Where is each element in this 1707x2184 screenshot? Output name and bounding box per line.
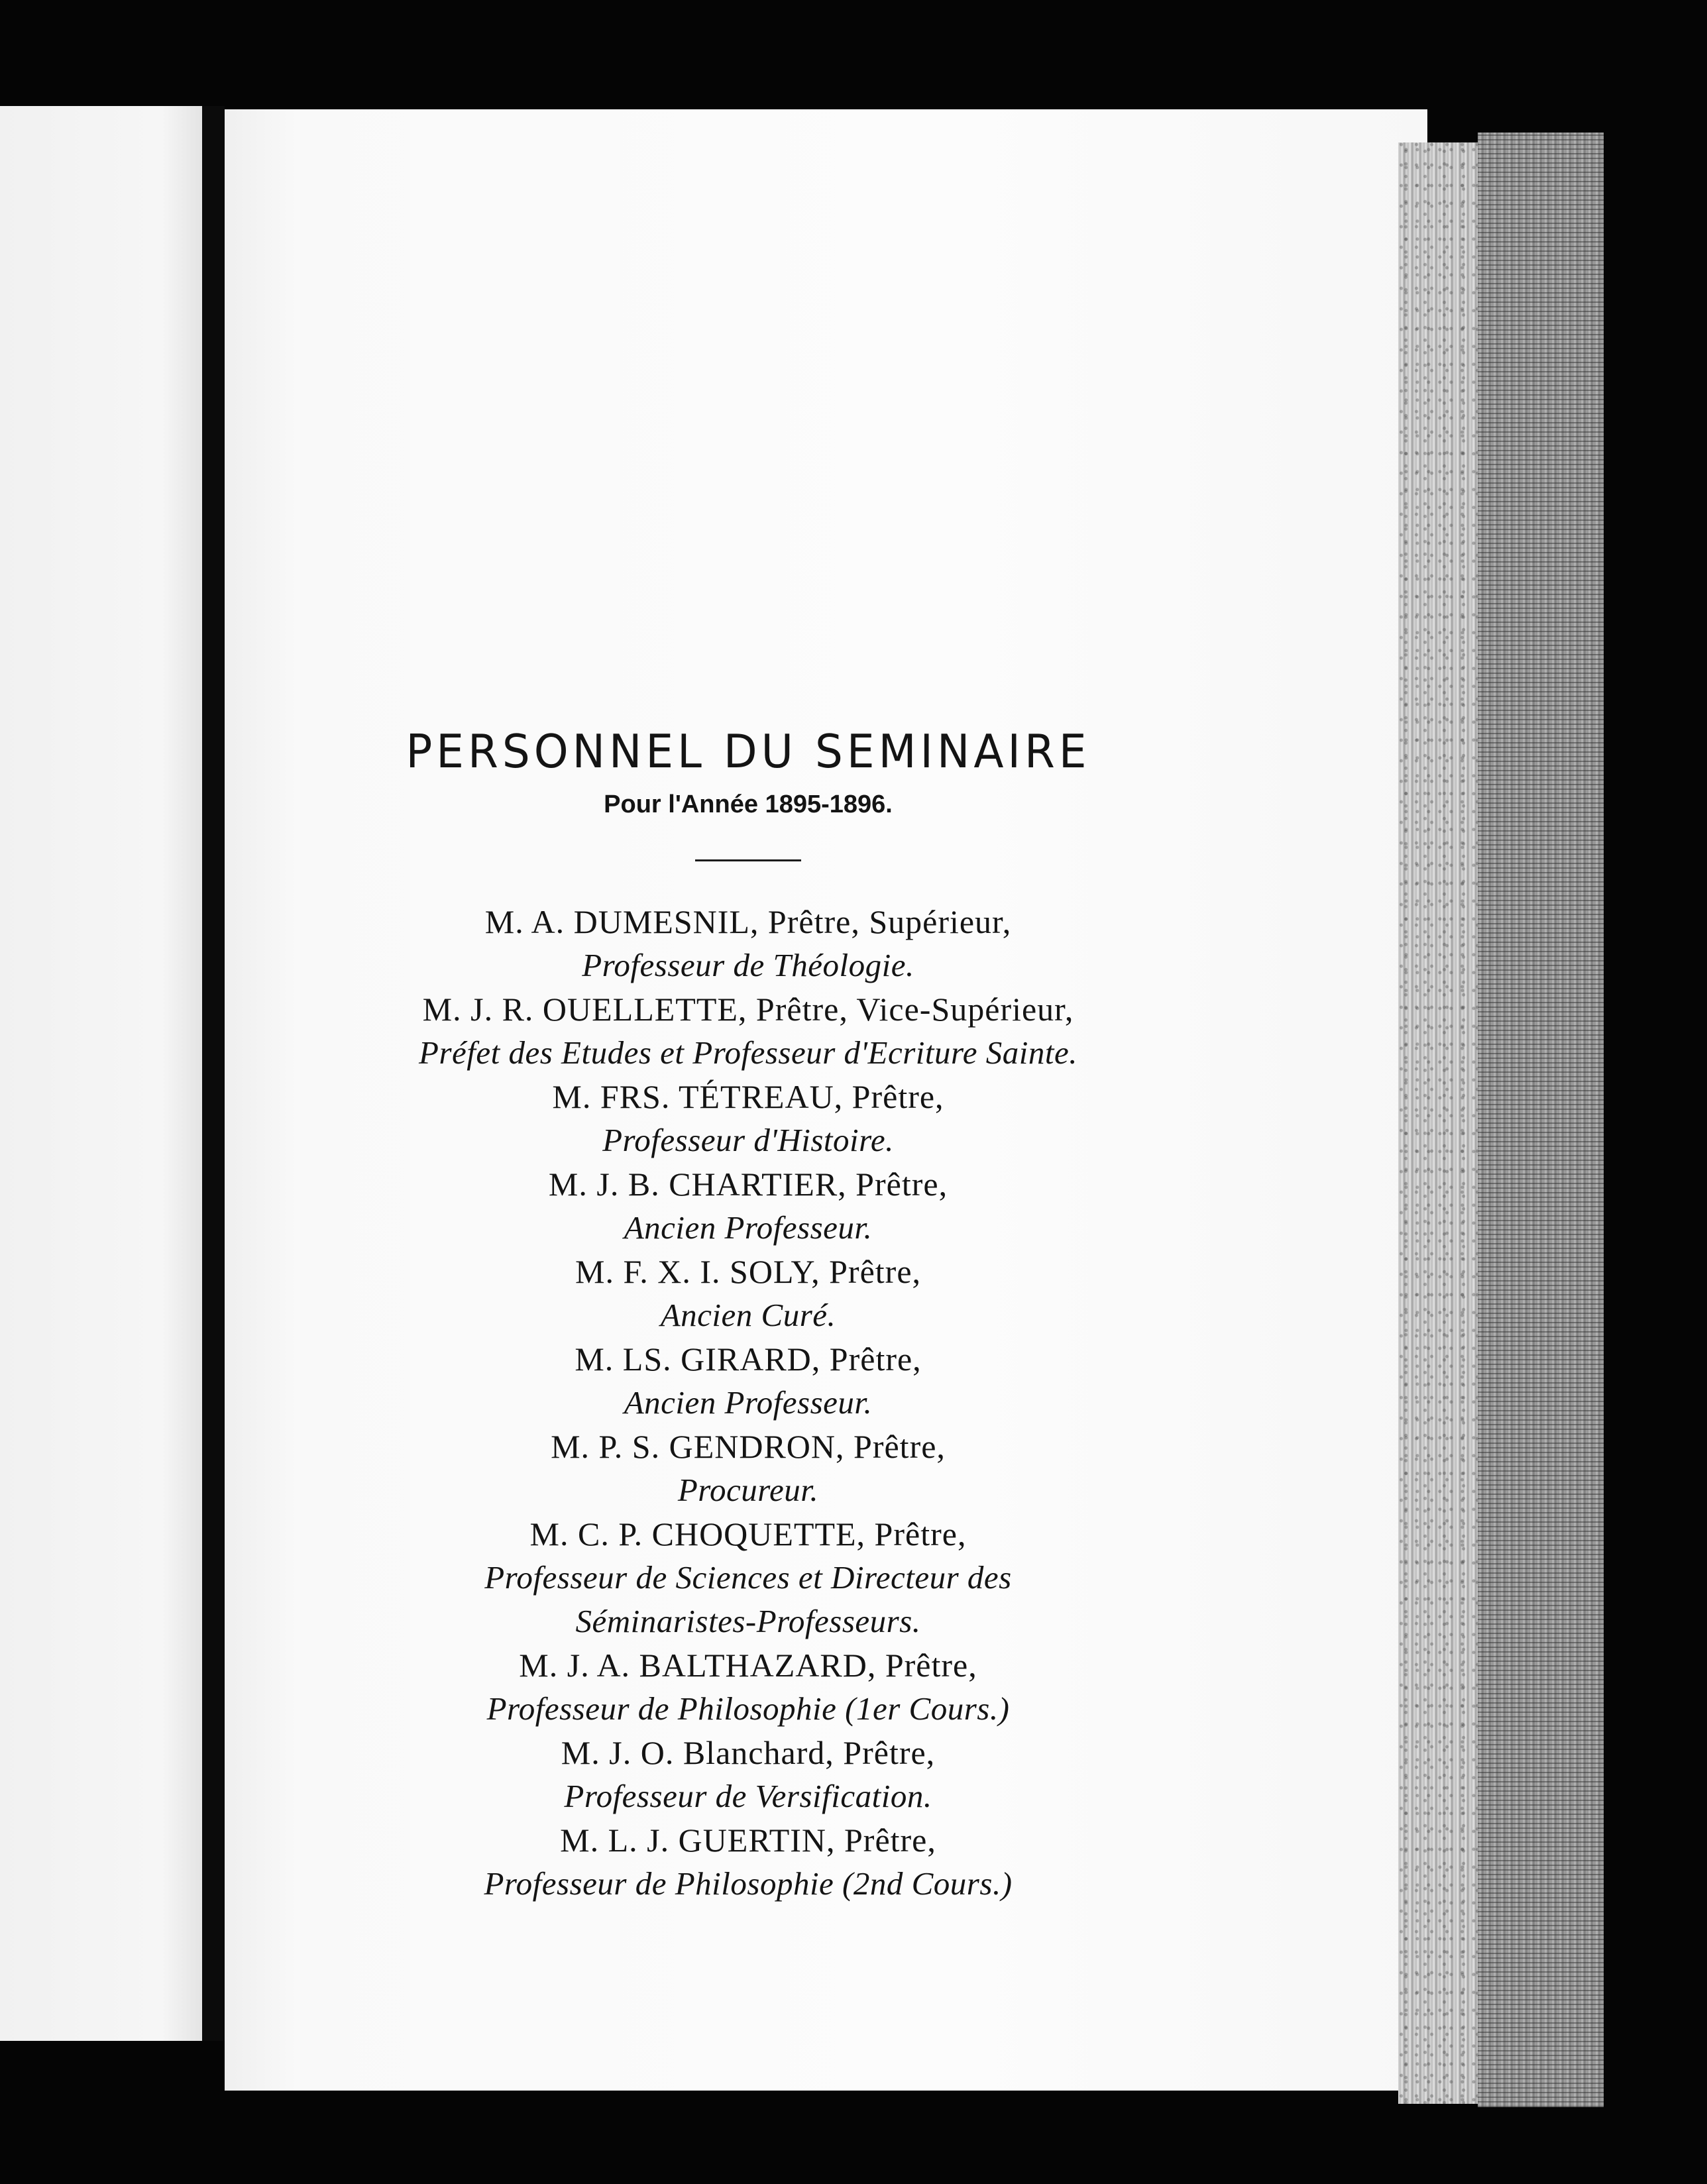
personnel-name: M. J. R. OUELLETTE, Prêtre, Vice-Supérieur, <box>422 991 1074 1028</box>
personnel-entry <box>225 900 1272 987</box>
personnel-role: Professeur de Philosophie (2nd Cours.) <box>484 1865 1013 1902</box>
personnel-role: Préfet des Etudes et Professeur d'Ecriture Sainte. <box>419 1034 1077 1071</box>
page-text <box>225 726 1272 1906</box>
personnel-name: M. J. A. BALTHAZARD, Prêtre, <box>519 1647 977 1684</box>
personnel-name: M. LS. GIRARD, Prêtre, <box>575 1340 922 1378</box>
personnel-name: M. J. B. CHARTIER, Prêtre, <box>548 1166 948 1203</box>
book-gutter <box>202 106 225 2041</box>
personnel-entry <box>225 1512 1272 1643</box>
left-facing-page <box>0 106 202 2041</box>
personnel-list <box>225 900 1272 1906</box>
personnel-entry <box>225 1643 1272 1731</box>
personnel-name: M. F. X. I. SOLY, Prêtre, <box>575 1253 922 1290</box>
personnel-name: M. J. O. Blanchard, Prêtre, <box>561 1734 936 1771</box>
personnel-name: M. L. J. GUERTIN, Prêtre, <box>560 1822 936 1859</box>
personnel-entry <box>225 1337 1272 1425</box>
personnel-role: Professeur de Philosophie (1er Cours.) <box>486 1690 1010 1727</box>
personnel-entry <box>225 1425 1272 1512</box>
personnel-name: M. FRS. TÉTREAU, Prêtre, <box>552 1078 944 1115</box>
personnel-role: Professeur de Théologie. <box>582 947 914 983</box>
personnel-role: Professeur d'Histoire. <box>602 1122 894 1158</box>
page-subtitle: Pour l'Année 1895-1896. <box>604 791 893 818</box>
personnel-entry <box>225 1818 1272 1906</box>
personnel-entry <box>225 1162 1272 1250</box>
page-title: PERSONNEL DU SEMINAIRE <box>406 725 1091 779</box>
personnel-entry <box>225 1731 1272 1818</box>
personnel-entry <box>225 987 1272 1075</box>
personnel-role: Professeur de Sciences et Directeur des <box>484 1559 1012 1596</box>
personnel-role: Ancien Curé. <box>660 1297 836 1333</box>
personnel-name: M. A. DUMESNIL, Prêtre, Supérieur, <box>484 903 1012 940</box>
personnel-role: Professeur de Versification. <box>564 1778 932 1814</box>
personnel-role: Séminaristes-Professeurs. <box>575 1603 921 1639</box>
personnel-role: Ancien Professeur. <box>624 1209 873 1246</box>
personnel-entry <box>225 1075 1272 1162</box>
page-fore-edge-shadow <box>1478 133 1604 2107</box>
divider-rule <box>695 859 801 861</box>
personnel-role: Procureur. <box>677 1472 819 1508</box>
personnel-name: M. P. S. GENDRON, Prêtre, <box>551 1428 946 1465</box>
personnel-entry <box>225 1250 1272 1337</box>
personnel-role: Ancien Professeur. <box>624 1384 873 1421</box>
personnel-name: M. C. P. CHOQUETTE, Prêtre, <box>529 1515 967 1553</box>
